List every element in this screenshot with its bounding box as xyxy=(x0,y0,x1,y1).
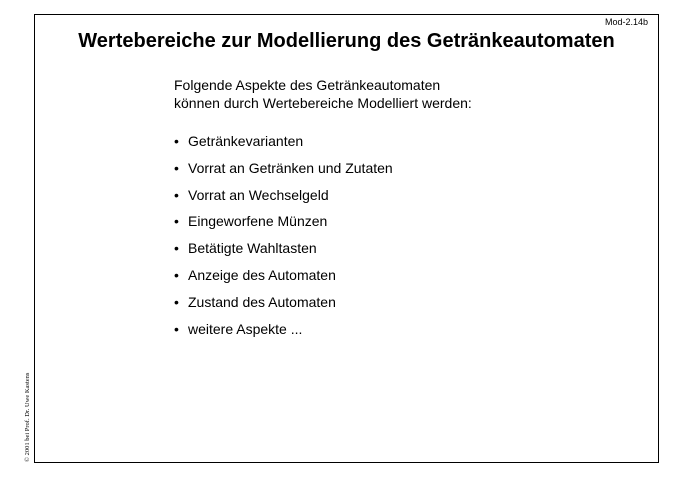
bullet-icon: • xyxy=(174,186,179,203)
list-item-label: Getränkevarianten xyxy=(188,133,304,149)
intro-line: Folgende Aspekte des Getränkeautomaten xyxy=(174,77,441,93)
list-item-label: Eingeworfene Münzen xyxy=(188,213,328,230)
intro-text xyxy=(174,76,472,112)
list-item-label: Vorrat an Wechselgeld xyxy=(188,186,329,203)
bullet-icon: • xyxy=(174,159,179,176)
slide-id: Mod-2.14b xyxy=(604,17,648,27)
list-item xyxy=(174,159,393,177)
list-item xyxy=(174,212,393,230)
bullet-icon: • xyxy=(174,133,179,149)
slide-title: Wertebereiche zur Modellierung des Getränkeautomaten xyxy=(78,30,615,52)
bullet-icon: • xyxy=(174,213,179,230)
bullet-icon: • xyxy=(174,240,179,257)
list-item-label: weitere Aspekte ... xyxy=(188,320,303,337)
intro-line: können durch Wertebereiche Modelliert werden: xyxy=(174,95,472,111)
list-item-label: Betätigte Wahltasten xyxy=(188,240,317,257)
list-item xyxy=(174,239,393,257)
list-item xyxy=(174,186,393,204)
slide-frame xyxy=(34,14,659,463)
bullet-icon: • xyxy=(174,293,179,310)
list-item xyxy=(174,320,393,338)
list-item-label: Zustand des Automaten xyxy=(188,293,336,310)
bullet-icon: • xyxy=(174,320,179,337)
list-item xyxy=(174,132,393,150)
bullet-icon: • xyxy=(174,266,179,283)
list-item-label: Vorrat an Getränken und Zutaten xyxy=(188,159,393,176)
list-item xyxy=(174,293,393,311)
aspect-list xyxy=(174,132,393,346)
list-item xyxy=(174,266,393,284)
list-item-label: Anzeige des Automaten xyxy=(188,266,336,283)
copyright-notice: © 2001 bei Prof. Dr. Uwe Kastens xyxy=(24,372,31,462)
